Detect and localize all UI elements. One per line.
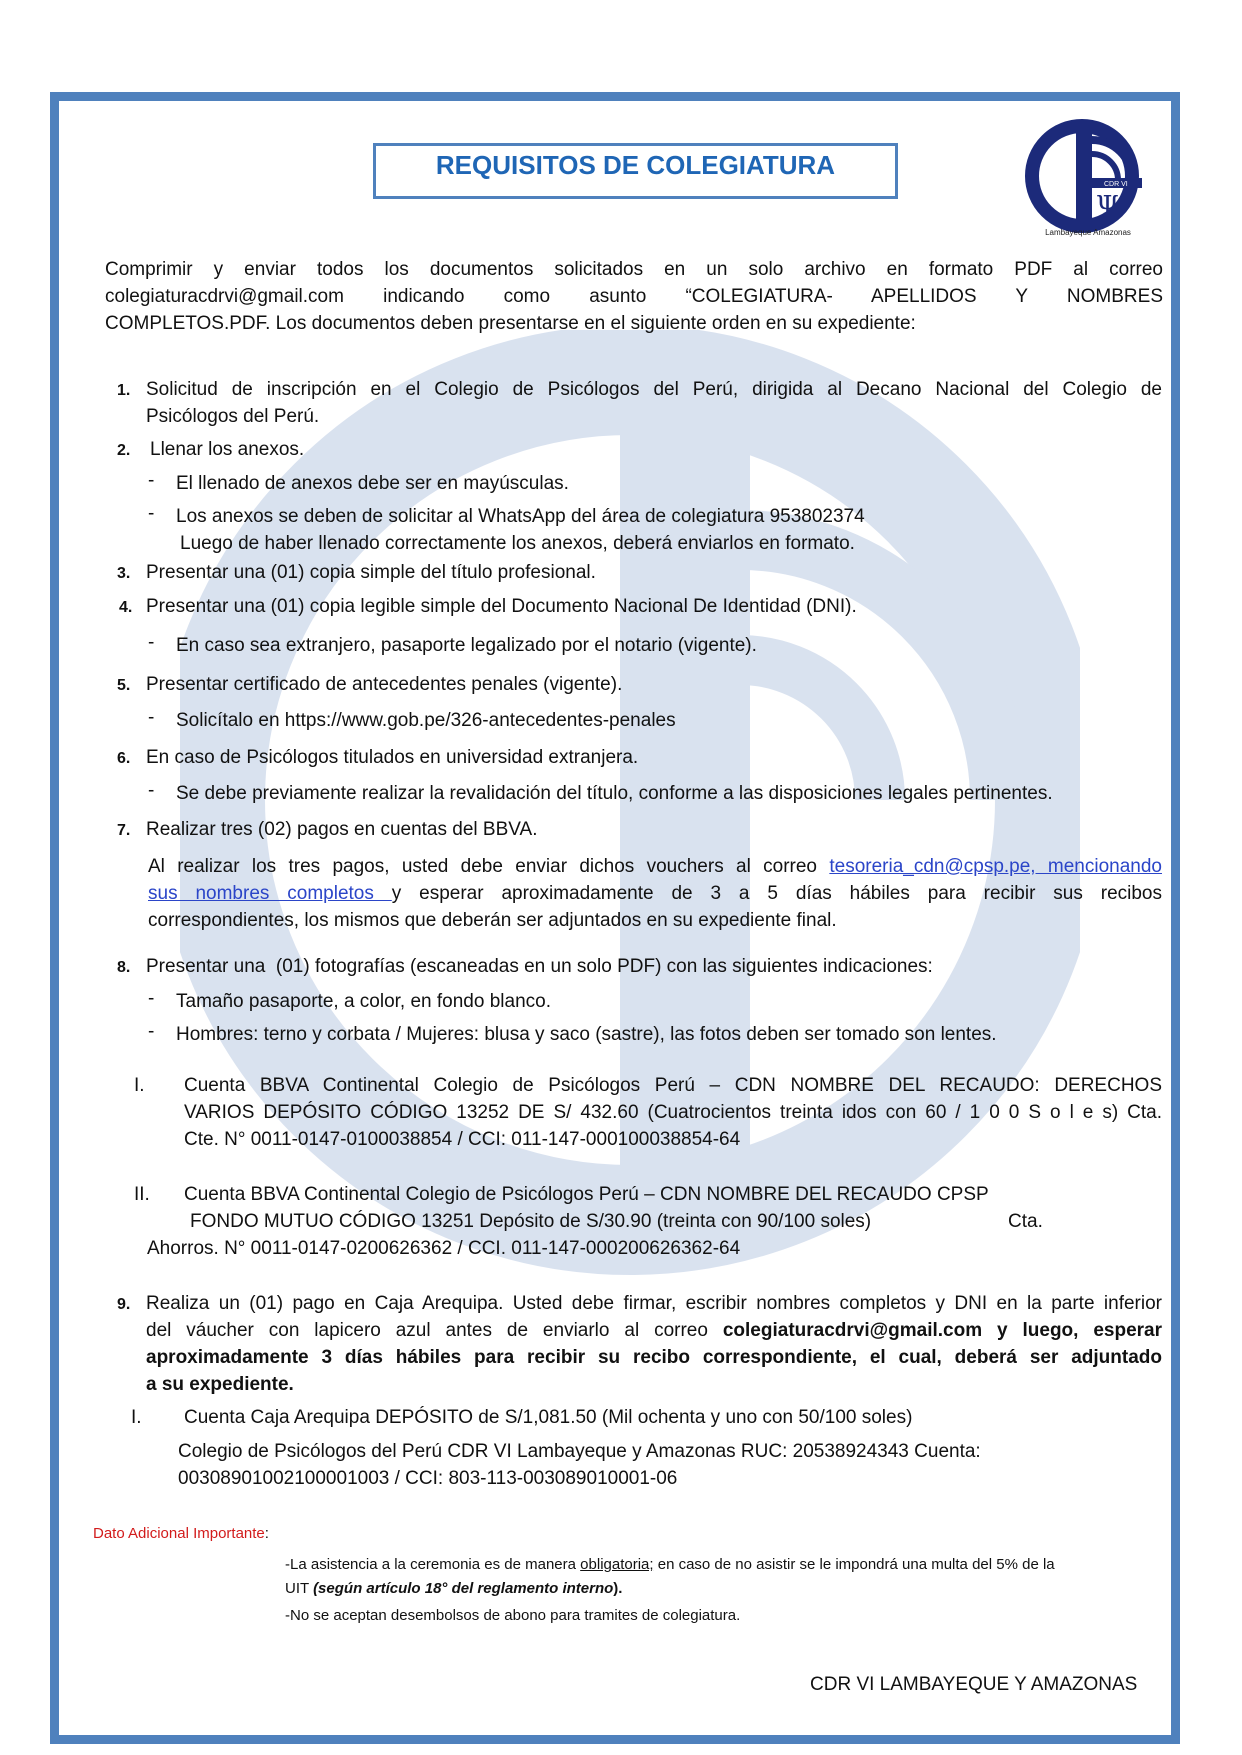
psi-icon: Ψ [1096, 191, 1119, 221]
label-colon: : [264, 1525, 269, 1542]
list-item: Realizar tres (02) pagos en cuentas del BBVA. [146, 819, 538, 840]
roman-numeral: I. [131, 1407, 142, 1428]
sub-item: Solicítalo en https://www.gob.pe/326-antecedentes-penales [176, 710, 676, 731]
treasury-email-link-cont[interactable]: sus nombres completos [148, 883, 392, 904]
roman-numeral: II. [134, 1184, 150, 1205]
caja-account-line2: Colegio de Psicólogos del Perú CDR VI Lambayeque y Amazonas RUC: 20538924343 Cuenta: [178, 1441, 981, 1462]
item-number: 5. [117, 677, 131, 694]
logo-badge-text: CDR VI [1104, 181, 1128, 188]
roman-numeral: I. [134, 1075, 145, 1096]
item-number: 2. [117, 442, 131, 459]
treasury-email-link[interactable]: tesoreria_cdn@cpsp.pe, mencionando [829, 856, 1162, 877]
item-number: 9. [117, 1296, 131, 1313]
list-item: Presentar una (01) copia legible simple del Documento Nacional De Identidad (DNI). [146, 596, 857, 617]
list-item: En caso de Psicólogos titulados en universidad extranjera. [146, 747, 639, 768]
item-number: 3. [117, 565, 131, 582]
item-text-bold: colegiaturacdrvi@gmail.com y luego, esperar [722, 1320, 1163, 1341]
bbva-account-2-line1: Cuenta BBVA Continental Colegio de Psicólogos Perú – CDN NOMBRE DEL RECAUDO CPSP [184, 1184, 989, 1205]
item-number: 6. [117, 750, 131, 767]
sub-item: Tamaño pasaporte, a color, en fondo blanco. [176, 991, 551, 1012]
para-text: correspondientes, los mismos que deberán ser adjuntados en su expediente final. [148, 910, 837, 931]
account-line: Cuenta BBVA Continental Colegio de Psicólogos Perú – CDN NOMBRE DEL RECAUDO: DERECHOS [184, 1075, 1162, 1096]
item-text: Solicitud de inscripción en el Colegio de Psicólogos del Perú, dirigida al Decano Nacional del Colegio de [146, 379, 1162, 400]
dash-bullet: - [148, 988, 155, 1009]
note-text: UIT [285, 1580, 314, 1597]
intro-line: COMPLETOS.PDF. Los documentos deben presentarse en el siguiente orden en su expediente: [105, 313, 916, 334]
list-item: Presentar certificado de antecedentes penales (vigente). [146, 674, 623, 695]
note-bold-italic: (según artículo 18° del reglamento interno [313, 1580, 614, 1597]
dash-bullet: - [148, 780, 155, 801]
note-text: ). [613, 1580, 623, 1597]
item-number: 4. [119, 599, 133, 616]
item-number: 1. [117, 382, 131, 399]
item-number: 7. [117, 822, 131, 839]
sub-item: Los anexos se deben de solicitar al WhatsApp del área de colegiatura 953802374 [176, 506, 865, 527]
dash-bullet: - [148, 632, 155, 653]
list-item [146, 1290, 1162, 1398]
list-item: Presentar una (01) copia simple del título profesional. [146, 562, 596, 583]
note-text: en caso de no asistir se le impondrá una multa del 5% de la [653, 1556, 1055, 1573]
bbva-account-2-line2-end: Cta. [1008, 1211, 1043, 1232]
sub-item: En caso sea extranjero, pasaporte legalizado por el notario (vigente). [176, 635, 757, 656]
page-title: REQUISITOS DE COLEGIATURA [435, 150, 836, 180]
footer-text: CDR VI LAMBAYEQUE Y AMAZONAS [810, 1674, 1138, 1695]
sub-item: Se debe previamente realizar la revalidación del título, conforme a las disposiciones legales pertinentes. [176, 783, 1053, 804]
item-text: del váucher con lapicero azul antes de enviarlo al correo [146, 1320, 723, 1341]
item-number: 8. [117, 959, 131, 976]
dash-bullet: - [148, 503, 155, 524]
item-text: Realiza un (01) pago en Caja Arequipa. Usted debe firmar, escribir nombres completos y DNI en la parte inferior [146, 1293, 1162, 1314]
additional-note-1 [285, 1553, 1055, 1601]
para-text: y esperar aproximadamente de 3 a 5 días hábiles para recibir sus recibos [391, 883, 1162, 904]
bbva-account-2-line2: FONDO MUTUO CÓDIGO 13251 Depósito de S/30.90 (treinta con 90/100 soles) [190, 1211, 872, 1232]
caja-account-line1: Cuenta Caja Arequipa DEPÓSITO de S/1,081.50 (Mil ochenta y uno con 50/100 soles) [184, 1407, 913, 1428]
note-underlined: obligatoria; [580, 1556, 654, 1573]
caja-account-line3: 00308901002100001003 / CCI: 803-113-003089010001-06 [178, 1468, 678, 1489]
additional-note-2: -No se aceptan desembolsos de abono para tramites de colegiatura. [285, 1607, 741, 1624]
intro-paragraph [105, 256, 1163, 337]
sub-item: Hombres: terno y corbata / Mujeres: blusa y saco (sastre), las fotos deben ser tomado son lentes. [176, 1024, 997, 1045]
bbva-account-2-line3: Ahorros. N° 0011-0147-0200626362 / CCI. 011-147-000200626362-64 [147, 1238, 741, 1259]
logo-caption: Lambayeque Amazonas [1045, 228, 1131, 237]
item-text: Psicólogos del Perú. [146, 406, 320, 427]
dash-bullet: - [148, 1021, 155, 1042]
title-box [373, 143, 898, 199]
item-text-bold: a su expediente. [146, 1374, 294, 1395]
intro-line: Comprimir y enviar todos los documentos solicitados en un solo archivo en formato PDF al correo [105, 259, 1163, 280]
account-line: Cte. N° 0011-0147-0100038854 / CCI: 011-147-000100038854-64 [184, 1129, 741, 1150]
payment-instructions [148, 853, 1162, 934]
additional-info-label [93, 1522, 269, 1546]
sub-item: El llenado de anexos debe ser en mayúsculas. [176, 473, 569, 494]
item-text-bold: aproximadamente 3 días hábiles para recibir su recibo correspondiente, el cual, deberá ser adjuntado [146, 1347, 1162, 1368]
list-item: Llenar los anexos. [150, 439, 305, 460]
bbva-account-1 [184, 1072, 1162, 1153]
dash-bullet: - [148, 470, 155, 491]
para-text: Al realizar los tres pagos, usted debe enviar dichos vouchers al correo [148, 856, 830, 877]
college-logo [1024, 118, 1152, 240]
list-item: Presentar una (01) fotografías (escaneadas en un solo PDF) con las siguientes indicaciones: [146, 956, 933, 977]
dash-bullet: - [148, 707, 155, 728]
list-item [146, 376, 1162, 430]
additional-label-text: Dato Adicional Importante [93, 1525, 265, 1542]
account-line: VARIOS DEPÓSITO CÓDIGO 13252 DE S/ 432.60 (Cuatrocientos treinta idos con 60 / 1 0 0 S o l e s) Cta. [184, 1102, 1162, 1123]
intro-line: colegiaturacdrvi@gmail.com indicando como asunto “COLEGIATURA- APELLIDOS Y NOMBRES [105, 286, 1163, 307]
note-text: -La asistencia a la ceremonia es de manera [285, 1556, 581, 1573]
sub-item-note: Luego de haber llenado correctamente los anexos, deberá enviarlos en formato. [180, 533, 855, 554]
